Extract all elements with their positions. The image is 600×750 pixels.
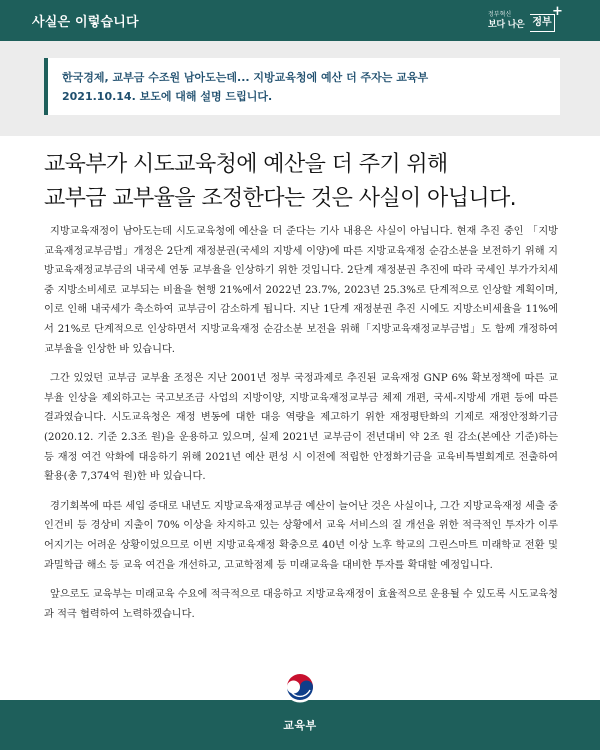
body-text	[44, 222, 558, 634]
paragraph: 지방교육재정이 남아도는데 시도교육청에 예산을 더 준다는 기사 내용은 사실이 아닙니다. 현재 추진 중인 「지방교육재정교부금법」개정은 2단계 재정분권(국세의 지방세 이양)에 따른 지방교육재정 순감소분을 보전하기 위해 지방교육재정교부금의 내국세 연동 교부율을 인상하기 위한 것입니다. 2단계 재정분권 추진에 따라 국세인 부가가치세 중 지방소비세로 교부되는 비율을 현행 21%에서 2022년 23.7%, 2023년 25.3%로 단계적으로 인상할 계획이며, 이로 인해 내국세가 축소하여 교부금이 감소하게 됩니다. 지난 1단계 재정분권 추진 시에도 지방소비세율을 11%에서 21%로 단계적으로 인상하면서 지방교육재정 순감소분 보전을 위해「지방교육재정교부금법」도 함께 개정하여 교부율을 인상한 바 있습니다.	[44, 226, 559, 355]
headline-line-1: 교육부가 시도교육청에 예산을 더 주기 위해	[44, 152, 448, 177]
header-label: 사실은 이렇습니다	[32, 15, 139, 30]
paragraph: 앞으로도 교육부는 미래교육 수요에 적극적으로 대응하고 지방교육재정이 효율적으로 운용될 수 있도록 시도교육청과 적극 협력하여 노력하겠습니다.	[44, 589, 558, 620]
ministry-name: 교육부	[283, 719, 317, 732]
headline	[44, 148, 574, 216]
top-bar	[0, 0, 600, 41]
notice-box	[44, 58, 560, 115]
plus-icon: +	[552, 4, 563, 19]
paragraph: 그간 있었던 교부금 교부율 조정은 지난 2001년 정부 국정과제로 추진된 교육재정 GNP 6% 확보정책에 따른 교부율 인상을 제외하고는 국고보조금 사업의 지방이양, 지방교육재정교부금 체제 개편, 국세-지방세 개편 등에 따른 결과였습니다. 시도교육청은 재정 변동에 대한 대응 역량을 제고하기 위한 재정평탄화의 기제로 재정안정화기금(2020.12. 기준 2.3조 원)을 운용하고 있으며, 실제 2021년 교부금이 전년대비 약 2조 원 감소(본예산 기준)하는 등 재정 여건 악화에 대응하기 위해 2021년 예산 편성 시 이전에 적립한 안정화기금을 교육비특별회계로 전출하여 활용(총 7,374억 원)한 바 있습니다.	[44, 373, 558, 483]
paragraph: 경기회복에 따른 세입 증대로 내년도 지방교육재정교부금 예산이 늘어난 것은 사실이나, 그간 지방교육재정 세출 중 인건비 등 경상비 지출이 70% 이상을 차지하고 있는 상황에서 교육 서비스의 질 개선을 위한 적극적인 투자가 이루어지기는 어려운 상황이었으므로 이번 지방교육재정 확충으로 40년 이상 노후 학교의 그린스마트 미래학교 전환 및 과밀학급 해소 등 교육 여건을 개선하고, 고교학점제 등 미래교육을 대비한 투자를 확대할 예정입니다.	[44, 500, 558, 571]
brand-box-text: 정부	[530, 14, 555, 32]
taegeuk-emblem-icon	[284, 671, 316, 703]
government-innovation-logo	[478, 6, 574, 34]
notice-line-1: 한국경제, 교부금 수조원 남아도는데... 지방교육청에 예산 더 주자는 교육부	[62, 71, 429, 84]
brand-big-text: 보다 나은	[488, 20, 525, 30]
brand-small-text: 정부혁신	[488, 11, 512, 18]
headline-line-2: 교부금 교부율을 조정한다는 것은 사실이 아닙니다.	[44, 186, 517, 211]
notice-line-2: 2021.10.14. 보도에 대해 설명 드립니다.	[62, 90, 273, 103]
